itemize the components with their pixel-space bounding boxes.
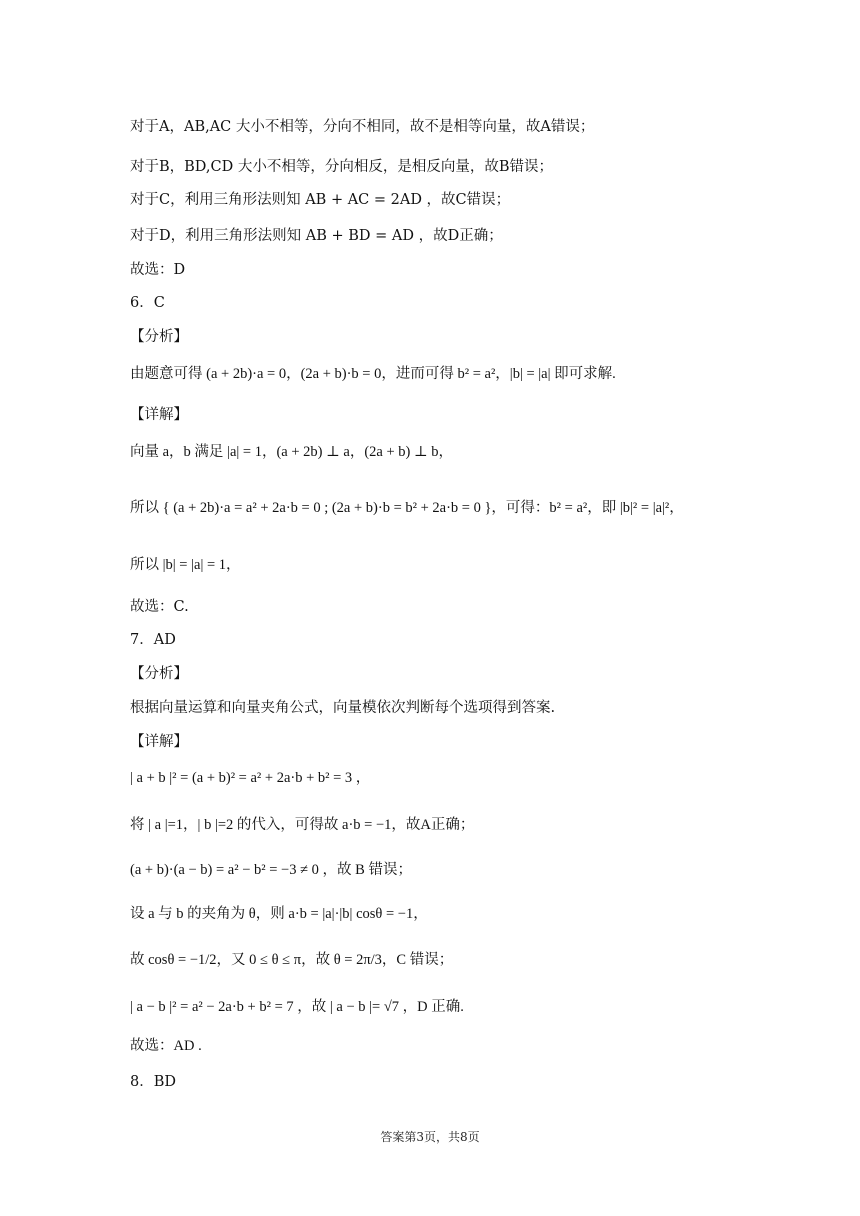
section-heading: 【详解】 (130, 407, 188, 423)
text-line: 将 | a |=1，| b |=2 的代入，可得故 a·b = −1，故A正确； (130, 817, 475, 833)
text-line: 向量 a，b 满足 |a| = 1，(a + 2b) ⊥ a，(2a + b) ⊥ b， (130, 444, 453, 460)
text-line: 故选：C. (130, 599, 189, 615)
text-line: 对于D，利用三角形法则知 AB + BD = AD ，故D正确； (130, 228, 503, 244)
text-line: 所以 |b| = |a| = 1， (130, 557, 241, 573)
text-line: 设 a 与 b 的夹角为 θ，则 a·b = |a|·|b| cosθ = −1， (130, 906, 428, 922)
text-line: 对于B，BD,CD 大小不相等，分向相反，是相反向量，故B错误； (130, 159, 554, 175)
text-line: 故 cosθ = −1/2，又 0 ≤ θ ≤ π，故 θ = 2π/3，C 错误； (130, 952, 454, 968)
text-line: 对于A，AB,AC 大小不相等，分向不相同，故不是相等向量，故A错误； (130, 119, 595, 135)
text-line: 由题意可得 (a + 2b)·a = 0，(2a + b)·b = 0，进而可得 b² = a²，|b| = |a| 即可求解. (130, 366, 616, 382)
question-number: 6．C (130, 295, 165, 311)
question-number: 8．BD (130, 1074, 177, 1090)
section-heading: 【分析】 (130, 666, 188, 682)
text-line: 故选：D (130, 262, 186, 278)
section-heading: 【详解】 (130, 734, 188, 750)
page-footer: 答案第3页，共8页 (380, 1130, 480, 1144)
text-line: 对于C，利用三角形法则知 AB + AC = 2AD ，故C错误； (130, 192, 511, 208)
section-heading: 【分析】 (130, 329, 188, 345)
question-number: 7．AD (130, 632, 176, 648)
text-line: | a + b |² = (a + b)² = a² + 2a·b + b² = 3 ， (130, 770, 371, 786)
text-line: 故选：AD . (130, 1038, 202, 1054)
equation-system: 所以 { (a + 2b)·a = a² + 2a·b = 0 ; (2a + b)·b = b² + 2a·b = 0 }，可得：b² = a²，即 |b|² = |a|²， (130, 500, 684, 516)
text-line: | a − b |² = a² − 2a·b + b² = 7 ，故 | a − b |= √7 ，D 正确. (130, 999, 464, 1015)
text-line: (a + b)·(a − b) = a² − b² = −3 ≠ 0 ，故 B 错误； (130, 862, 412, 878)
text-line: 根据向量运算和向量夹角公式，向量模依次判断每个选项得到答案. (130, 700, 556, 716)
